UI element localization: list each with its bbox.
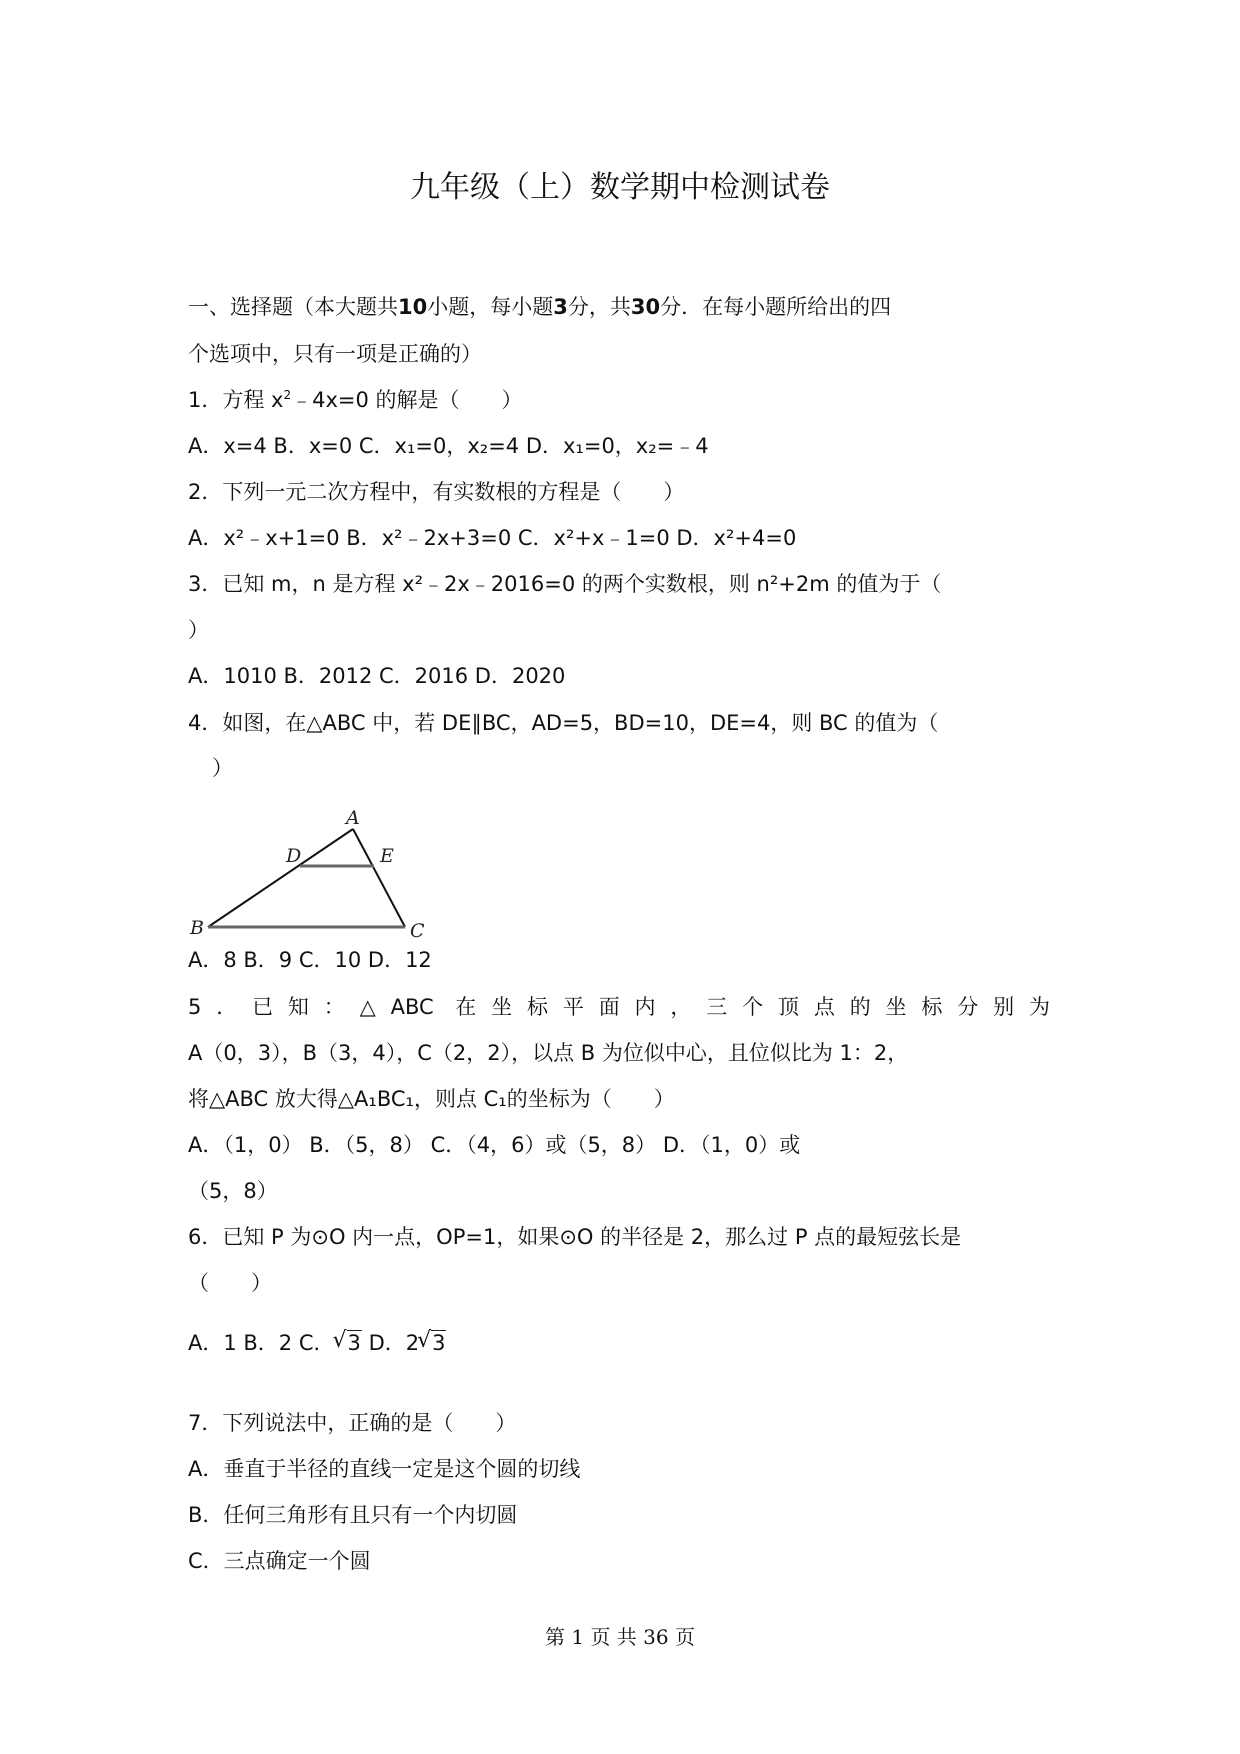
section-heading-text: 小题，每小题 (427, 295, 554, 319)
question-5-stem-line2: A（0，3），B（3，4），C（2，2），以点 B 为位似中心，且位似比为 1：2， (188, 1041, 909, 1065)
section-heading-line1 (188, 292, 891, 322)
sqrt-symbol (419, 1328, 446, 1358)
question-6-options (188, 1328, 446, 1358)
label-c: C (410, 920, 425, 942)
question-6-stem-cont: （ ） (188, 1271, 272, 1295)
question-text: 1．方程 x (188, 388, 284, 412)
question-5-stem-line3: 将△ABC 放大得△A₁BC₁，则点 C₁的坐标为（ ） (188, 1087, 675, 1111)
radicand: 3 (432, 1331, 446, 1355)
question-5-stem: 5．已知：△ABC 在坐标平面内，三个顶点的坐标分别为 (188, 995, 1050, 1019)
page-title: 九年级（上）数学期中检测试卷 (410, 170, 830, 205)
superscript: 2 (283, 388, 292, 402)
question-7-option-b: B．任何三角形有且只有一个内切圆 (188, 1503, 518, 1527)
label-e: E (380, 845, 394, 867)
question-2-stem: 2．下列一元二次方程中，有实数根的方程是（ ） (188, 480, 685, 504)
triangle-figure (188, 810, 428, 950)
points-total: 30 (630, 295, 661, 319)
section-heading-text: 分，共 (567, 295, 631, 319)
radicand: 3 (347, 1331, 361, 1355)
question-6-stem: 6．已知 P 为⊙O 内一点，OP=1，如果⊙O 的半径是 2，那么过 P 点的最短弦长是 (188, 1225, 962, 1249)
label-b: B (190, 917, 204, 939)
question-3-options: A．1010 B．2012 C．2016 D．2020 (188, 664, 566, 688)
question-5-options-cont: （5，8） (188, 1179, 278, 1203)
question-1-stem (188, 385, 523, 415)
sqrt-symbol (335, 1328, 362, 1358)
question-5-options: A．（1，0） B．（5，8） C．（4，6）或（5，8） D．（1，0）或 (188, 1133, 801, 1157)
question-1-options: A．x=4 B．x=0 C．x₁=0，x₂=4 D．x₁=0，x₂=﹣4 (188, 434, 709, 458)
question-count: 10 (398, 295, 428, 319)
points-each: 3 (553, 295, 568, 319)
section-heading-text: 一、选择题（本大题共 (188, 295, 398, 319)
option-text: A．1 B．2 C． (188, 1331, 335, 1355)
question-7-stem: 7．下列说法中，正确的是（ ） (188, 1411, 517, 1435)
question-3-stem-cont: ） (188, 618, 209, 642)
section-heading-text: 分．在每小题所给出的四 (660, 295, 892, 319)
label-d: D (286, 845, 302, 867)
question-4-stem-cont: ） (212, 756, 233, 780)
question-7-option-c: C．三点确定一个圆 (188, 1549, 371, 1573)
question-4-stem: 4．如图，在△ABC 中，若 DE∥BC，AD=5，BD=10，DE=4，则 BC 的值为（ (188, 711, 939, 735)
question-3-stem: 3．已知 m，n 是方程 x²﹣2x﹣2016=0 的两个实数根，则 n²+2m 的值为于（ (188, 572, 942, 596)
option-text: D．2 (361, 1331, 420, 1355)
label-a: A (346, 810, 360, 829)
question-text: ﹣4x=0 的解是（ ） (291, 388, 523, 412)
section-heading-line2: 个选项中，只有一项是正确的） (188, 342, 482, 366)
question-4-options: A．8 B．9 C．10 D．12 (188, 948, 432, 972)
page-footer: 第 1 页 共 36 页 (545, 1625, 695, 1649)
question-7-option-a: A．垂直于半径的直线一定是这个圆的切线 (188, 1457, 581, 1481)
question-2-options: A．x²﹣x+1=0 B．x²﹣2x+3=0 C．x²+x﹣1=0 D．x²+4=0 (188, 526, 797, 550)
